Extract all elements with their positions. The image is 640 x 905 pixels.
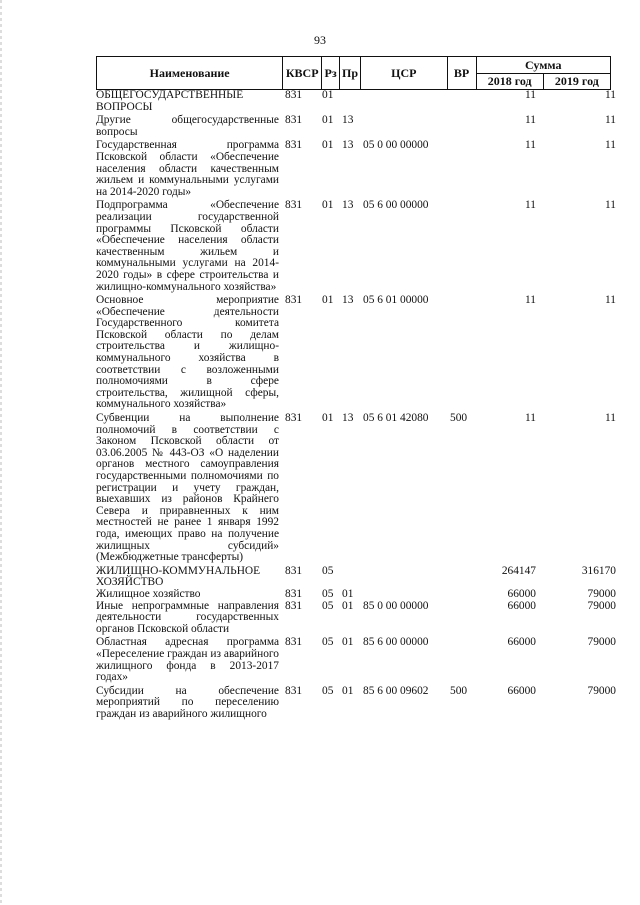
scan-edge bbox=[0, 0, 2, 905]
row-csr: 85 6 00 00000 bbox=[363, 636, 429, 649]
row-rz: 05 bbox=[322, 599, 334, 612]
header-years bbox=[477, 74, 610, 89]
row-pr: 01 bbox=[342, 599, 354, 612]
table-row bbox=[96, 635, 616, 683]
row-csr: 85 6 00 09602 bbox=[363, 684, 429, 697]
row-name: ОБЩЕГОСУДАРСТВЕННЫЕ ВОПРОСЫ bbox=[96, 89, 244, 113]
table-row bbox=[96, 90, 616, 113]
header-year-2018: 2018 год bbox=[477, 74, 544, 89]
row-sum-2019: 11 bbox=[605, 89, 616, 101]
header-sum-group bbox=[477, 57, 610, 89]
row-vr bbox=[450, 589, 478, 601]
row-sum-2019: 11 bbox=[605, 199, 616, 212]
row-sum-2019: 316170 bbox=[581, 564, 616, 577]
row-sum-2019: 11 bbox=[605, 294, 616, 307]
row-kvsr: 831 bbox=[285, 564, 303, 577]
header-vr: ВР bbox=[448, 57, 477, 89]
table-row bbox=[96, 198, 616, 293]
row-pr: 13 bbox=[342, 139, 354, 152]
row-sum-2018: 11 bbox=[525, 89, 536, 101]
row-kvsr: 831 bbox=[285, 599, 303, 612]
row-sum-2019: 79000 bbox=[587, 587, 616, 600]
row-csr bbox=[363, 566, 450, 589]
header-sum: Сумма bbox=[477, 57, 610, 74]
row-rz: 05 bbox=[322, 636, 334, 649]
row-name: Основное мероприятие «Обеспечение деятельности Государственного комитета Псковской области по делам строительства и жилищно-коммунального хозяйства в соответствии с возложенными полномочиями в сфере строительства, жилищной сферы, коммунального хозяйства» bbox=[96, 294, 279, 411]
row-pr: 01 bbox=[342, 636, 354, 649]
row-name: Иные непрограммные направления деятельности государственных органов Псковской области bbox=[96, 599, 279, 635]
row-kvsr: 831 bbox=[285, 636, 303, 649]
row-pr: 13 bbox=[342, 114, 354, 127]
row-csr: 05 6 01 00000 bbox=[363, 294, 429, 307]
row-pr: 01 bbox=[342, 684, 354, 697]
header-csr: ЦСР bbox=[361, 57, 448, 89]
row-pr bbox=[342, 90, 363, 113]
row-sum-2018: 264147 bbox=[501, 564, 536, 577]
header-name: Наименование bbox=[97, 57, 283, 89]
row-vr: 500 bbox=[450, 412, 468, 425]
table-body bbox=[96, 90, 616, 720]
table-row bbox=[96, 138, 616, 198]
row-csr: 05 0 00 00000 bbox=[363, 139, 429, 152]
row-sum-2018: 11 bbox=[525, 412, 536, 425]
row-name: ЖИЛИЩНО-КОММУНАЛЬНОЕ ХОЗЯЙСТВО bbox=[96, 564, 261, 589]
row-kvsr: 831 bbox=[285, 587, 303, 600]
row-csr: 05 6 00 00000 bbox=[363, 199, 429, 212]
table-header bbox=[96, 56, 611, 90]
row-rz: 01 bbox=[322, 412, 334, 425]
row-name: Субсидии на обеспечение мероприятий по переселению граждан из аварийного жилищного bbox=[96, 684, 279, 720]
row-kvsr: 831 bbox=[285, 89, 303, 101]
row-kvsr: 831 bbox=[285, 412, 303, 425]
row-sum-2018: 66000 bbox=[507, 587, 536, 600]
row-pr: 01 bbox=[342, 587, 354, 600]
row-rz: 01 bbox=[322, 139, 334, 152]
row-vr: 500 bbox=[450, 684, 468, 697]
row-kvsr: 831 bbox=[285, 114, 303, 127]
row-vr bbox=[450, 637, 478, 683]
row-rz: 01 bbox=[322, 199, 334, 212]
row-rz: 05 bbox=[322, 564, 334, 577]
row-sum-2018: 11 bbox=[525, 294, 536, 307]
row-sum-2019: 79000 bbox=[587, 599, 616, 612]
row-vr bbox=[450, 601, 478, 636]
row-rz: 01 bbox=[322, 89, 334, 101]
table-row bbox=[96, 411, 616, 564]
table-row bbox=[96, 564, 616, 589]
row-rz: 01 bbox=[322, 114, 334, 127]
header-year-2019: 2019 год bbox=[554, 74, 599, 88]
header-kvsr: КВСР bbox=[283, 57, 322, 89]
table-row bbox=[96, 113, 616, 138]
header-pr: Пр bbox=[340, 57, 361, 89]
row-pr: 13 bbox=[342, 294, 354, 307]
row-name: Другие общегосударственные вопросы bbox=[96, 114, 279, 138]
row-sum-2019: 79000 bbox=[587, 636, 616, 649]
page-number: 93 bbox=[314, 33, 326, 47]
row-rz: 01 bbox=[322, 294, 334, 307]
row-sum-2018: 11 bbox=[525, 114, 536, 127]
row-csr: 05 6 01 42080 bbox=[363, 412, 429, 425]
row-csr: 85 0 00 00000 bbox=[363, 599, 429, 612]
header-rz: Рз bbox=[322, 57, 340, 89]
row-rz: 05 bbox=[322, 684, 334, 697]
row-sum-2019: 11 bbox=[605, 114, 616, 127]
row-csr bbox=[363, 115, 450, 138]
row-name: Жилищное хозяйство bbox=[96, 587, 201, 600]
row-vr bbox=[450, 115, 478, 138]
row-sum-2019: 11 bbox=[605, 412, 616, 425]
row-pr: 13 bbox=[342, 199, 354, 212]
row-vr bbox=[450, 566, 478, 589]
row-vr bbox=[450, 200, 478, 293]
row-vr bbox=[450, 140, 478, 198]
row-sum-2018: 66000 bbox=[507, 636, 536, 649]
row-name: Подпрограмма «Обеспечение реализации государственной программы Псковской области «Обеспечение населения области качественным жильем и коммунальными услугами на 2014-2020 годы» в сфере строительства и жилищно-коммунального хозяйства» bbox=[96, 199, 279, 293]
table-row bbox=[96, 293, 616, 411]
row-csr bbox=[363, 90, 450, 113]
table-row bbox=[96, 601, 616, 636]
row-name: Областная адресная программа «Переселение граждан из аварийного жилищного фонда в 2013-2017 годах» bbox=[96, 636, 279, 684]
row-name: Субвенции на выполнение полномочий в соответствии с Законом Псковской области от 03.06.2005 № 443-ОЗ «О наделении органов местного самоуправления государственными полномочиями по регистрации и учету граждан, выехавших из районов Крайнего Севера и приравненных к ним местностей не ранее 1 января 1992 года, имеющих право на получение жилищных субсидий» (Межбюджетные трансферты) bbox=[96, 412, 279, 564]
row-kvsr: 831 bbox=[285, 139, 303, 152]
row-kvsr: 831 bbox=[285, 199, 303, 212]
row-pr bbox=[342, 566, 363, 589]
row-sum-2018: 11 bbox=[525, 199, 536, 212]
row-rz: 05 bbox=[322, 587, 334, 600]
row-kvsr: 831 bbox=[285, 684, 303, 697]
row-vr bbox=[450, 295, 478, 411]
row-sum-2018: 11 bbox=[525, 139, 536, 152]
row-sum-2019: 11 bbox=[605, 139, 616, 152]
table-row bbox=[96, 684, 616, 721]
row-pr: 13 bbox=[342, 412, 354, 425]
row-csr bbox=[363, 589, 450, 601]
row-kvsr: 831 bbox=[285, 294, 303, 307]
row-name: Государственная программа Псковской области «Обеспечение населения области качественным жильем и коммунальными услугами на 2014-2020 годы» bbox=[96, 139, 279, 198]
row-vr bbox=[450, 90, 478, 113]
table-row bbox=[96, 589, 616, 601]
row-sum-2018: 66000 bbox=[507, 684, 536, 697]
row-sum-2019: 79000 bbox=[587, 684, 616, 697]
row-sum-2018: 66000 bbox=[507, 599, 536, 612]
